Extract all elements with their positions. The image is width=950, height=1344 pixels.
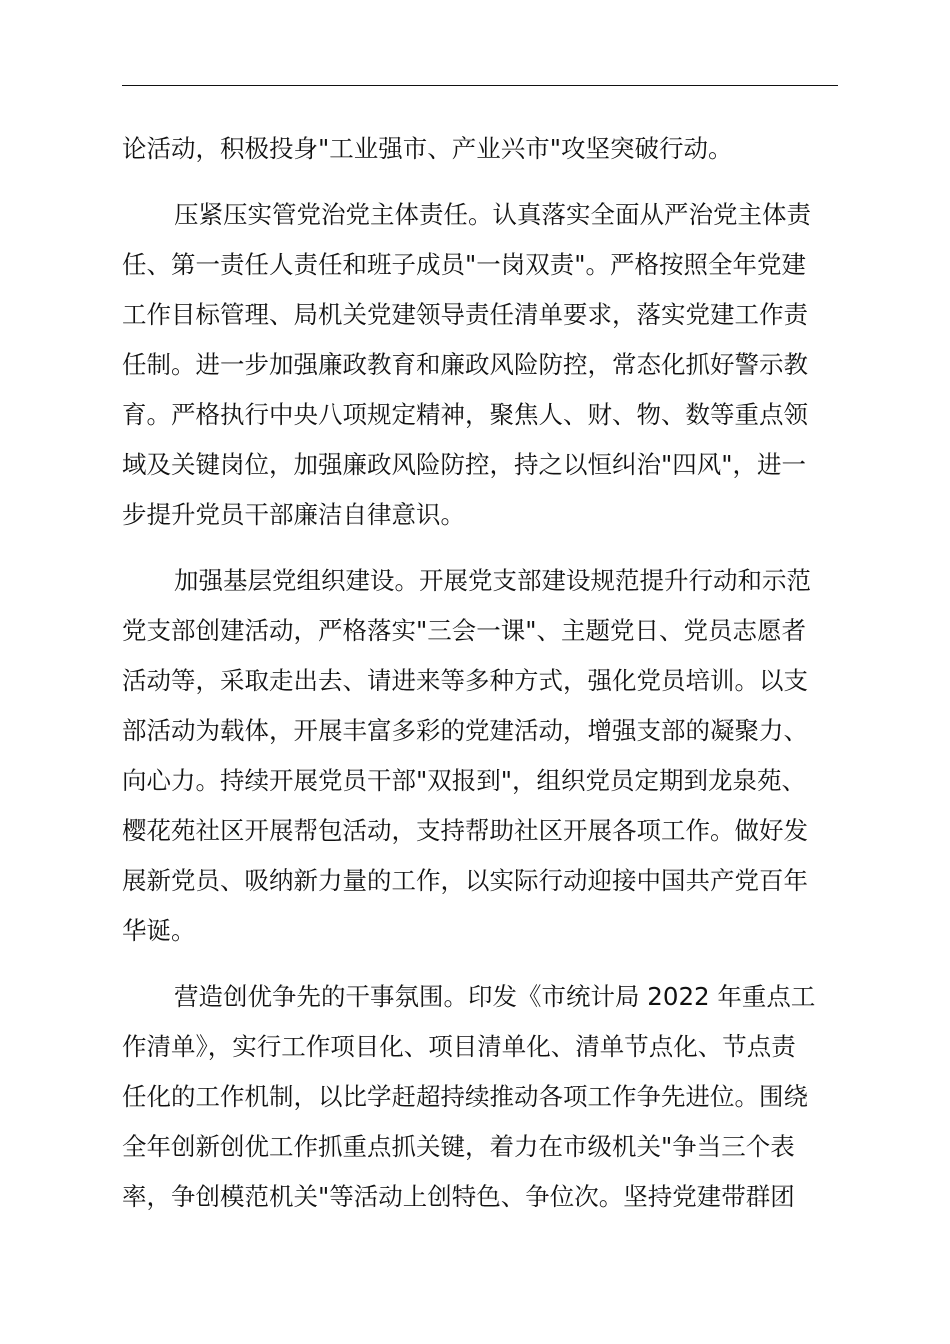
text-line: 作清单》，实行工作项目化、项目清单化、清单节点化、节点责: [122, 1032, 796, 1061]
paragraph-first-line: 加强基层党组织建设。开展党支部建设规范提升行动和示范: [174, 566, 811, 595]
header-rule: [122, 85, 838, 86]
paragraph-first-line: 营造创优争先的干事氛围。印发《市统计局 2022 年重点工: [174, 982, 816, 1011]
body-text: [122, 124, 838, 1222]
text-line: 步提升党员干部廉洁自律意识。: [122, 500, 465, 529]
text-line: 党支部创建活动，严格落实"三会一课"、主题党日、党员志愿者: [122, 616, 807, 645]
text-line: 全年创新创优工作抓重点抓关键，着力在市级机关"争当三个表: [122, 1132, 795, 1161]
text-line: 活动等，采取走出去、请进来等多种方式，强化党员培训。以支: [122, 666, 808, 695]
paragraph-first-line: 压紧压实管党治党主体责任。认真落实全面从严治党主体责: [174, 200, 811, 229]
text-line: 论活动，积极投身"工业强市、产业兴市"攻坚突破行动。: [122, 134, 733, 163]
text-line: 域及关键岗位，加强廉政风险防控，持之以恒纠治"四风"，进一: [122, 450, 807, 479]
text-line: 部活动为载体，开展丰富多彩的党建活动，增强支部的凝聚力、: [122, 716, 808, 745]
text-line: 樱花苑社区开展帮包活动，支持帮助社区开展各项工作。做好发: [122, 816, 808, 845]
text-line: 育。严格执行中央八项规定精神，聚焦人、财、物、数等重点领: [122, 400, 808, 429]
text-line: 任制。进一步加强廉政教育和廉政风险防控，常态化抓好警示教: [122, 350, 808, 379]
text-line: 向心力。持续开展党员干部"双报到"，组织党员定期到龙泉苑、: [122, 766, 807, 795]
text-line: 华诞。: [122, 916, 196, 945]
text-line: 展新党员、吸纳新力量的工作，以实际行动迎接中国共产党百年: [122, 866, 808, 895]
text-line: 率，争创模范机关"等活动上创特色、争位次。坚持党建带群团: [122, 1182, 795, 1211]
text-line: 工作目标管理、局机关党建领导责任清单要求，落实党建工作责: [122, 300, 808, 329]
text-line: 任、第一责任人责任和班子成员"一岗双责"。严格按照全年党建: [122, 250, 807, 279]
text-line: 任化的工作机制，以比学赶超持续推动各项工作争先进位。围绕: [122, 1082, 808, 1111]
